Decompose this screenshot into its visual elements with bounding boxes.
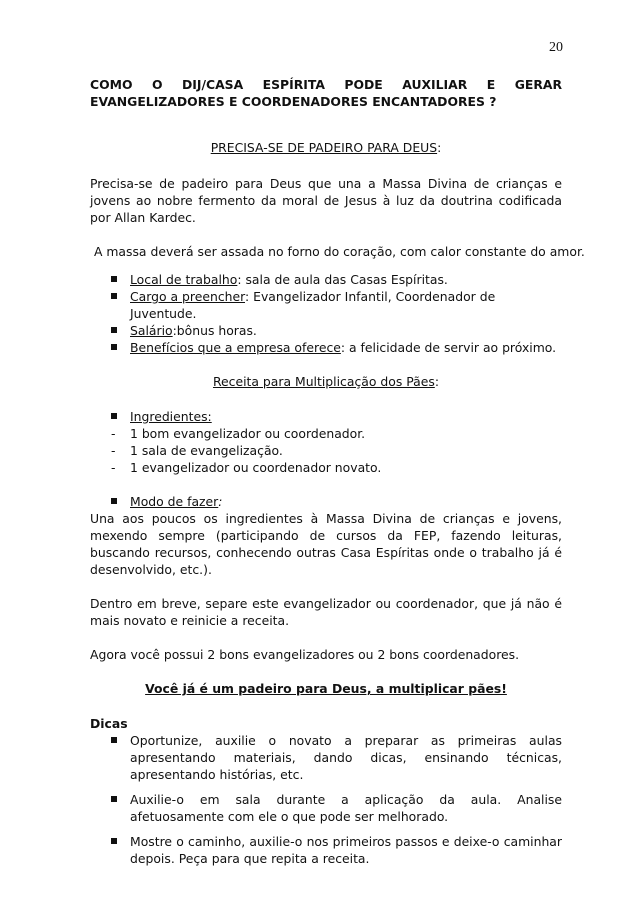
bullet-square-icon <box>111 498 117 504</box>
ad-oven: A massa deverá ser assada no forno do coração, com calor constante do amor. <box>90 244 585 259</box>
ingredients-list <box>90 425 562 476</box>
document-heading-line2: EVANGELIZADORES E COORDENADORES ENCANTADORES ? <box>90 94 497 109</box>
ad-item-text: :bônus horas. <box>172 323 257 338</box>
recipe-title-suffix: : <box>434 374 439 389</box>
ingredient-text: 1 bom evangelizador ou coordenador. <box>130 426 366 441</box>
dash-bullet-icon: - <box>111 460 116 475</box>
ad-item <box>90 288 562 322</box>
dash-bullet-icon: - <box>111 426 116 441</box>
ad-item <box>90 271 562 288</box>
ad-item-label: Cargo a preencher <box>130 289 245 304</box>
bullet-square-icon <box>111 344 117 350</box>
heading-word: DIJ/CASA <box>181 77 244 92</box>
bullet-square-icon <box>111 737 117 743</box>
heading-word: AUXILIAR <box>402 77 468 92</box>
heading-word: E <box>486 77 496 92</box>
ad-title <box>90 139 562 156</box>
recipe-title-text: Receita para Multiplicação dos Pães <box>212 374 435 389</box>
ingredient-item <box>90 425 562 442</box>
ad-item-text: : a felicidade de servir ao próximo. <box>340 340 557 355</box>
dash-bullet-icon: - <box>111 443 116 458</box>
ad-item-label: Benefícios que a empresa oferece <box>130 340 341 355</box>
ad-item <box>90 339 562 356</box>
method-heading <box>90 493 562 510</box>
ingredient-text: 1 sala de evangelização. <box>130 443 283 458</box>
ingredient-item <box>90 459 562 476</box>
bullet-square-icon <box>111 796 117 802</box>
ad-item-text: : sala de aula das Casas Espíritas. <box>237 272 448 287</box>
method-label-item <box>90 493 562 510</box>
ad-item-text: : Evangelizador Infantil, Coordenador de Juventude. <box>130 289 496 321</box>
ad-intro: Precisa-se de padeiro para Deus que una a Massa Divina de crianças e jovens ao nobre fermento da moral de Jesus à luz da doutrina codificada por Allan Kardec. <box>90 176 562 225</box>
ingredients-label-item <box>90 408 562 425</box>
separate-text: Dentro em breve, separe este evangelizador ou coordenador, que já não é mais novato e reinicie a receita. <box>90 596 562 628</box>
ad-title-suffix: : <box>437 140 442 155</box>
tip-item <box>90 732 562 783</box>
closing-line: Você já é um padeiro para Deus, a multiplicar pães! <box>145 681 507 696</box>
ingredient-text: 1 evangelizador ou coordenador novato. <box>130 460 382 475</box>
ad-item-label: Salário <box>130 323 173 338</box>
method-label-suffix: : <box>218 494 223 509</box>
tip-text: Auxilie-o em sala durante a aplicação da aula. Analise afetuosamente com ele o que pode ser melhorado. <box>130 792 562 824</box>
heading-word: PODE <box>344 77 383 92</box>
ad-item <box>90 322 562 339</box>
ad-item-label: Local de trabalho <box>130 272 238 287</box>
bullet-square-icon <box>111 413 117 419</box>
heading-word: O <box>151 77 163 92</box>
ad-items-list <box>90 271 562 356</box>
method-text: Una aos poucos os ingredientes à Massa Divina de crianças e jovens, mexendo sempre (participando de cursos da FEP, fazendo leituras, buscando recursos, conhecendo outras Casa Espíritas onde o trabalho já é desenvolvido, etc.). <box>90 511 562 577</box>
tip-text: Oportunize, auxilie o novato a preparar as primeiras aulas apresentando materiais, dando dicas, ensinando técnicas, apresentando histórias, etc. <box>130 733 562 782</box>
ingredient-item <box>90 442 562 459</box>
bullet-square-icon <box>111 327 117 333</box>
method-label: Modo de fazer <box>130 494 219 509</box>
result-text: Agora você possui 2 bons evangelizadores ou 2 bons coordenadores. <box>90 647 520 662</box>
bullet-square-icon <box>111 276 117 282</box>
heading-word: COMO <box>90 77 133 92</box>
heading-word: ESPÍRITA <box>262 77 325 92</box>
bullet-square-icon <box>111 838 117 844</box>
document-body <box>90 76 585 867</box>
tip-item <box>90 833 562 867</box>
ad-title-text: PRECISA-SE DE PADEIRO PARA DEUS <box>210 140 438 155</box>
ingredients-label: Ingredientes: <box>130 409 212 424</box>
recipe-title <box>90 373 562 390</box>
page-number: 20 <box>549 40 563 55</box>
ingredients-heading <box>90 408 562 425</box>
tips-list <box>90 732 562 867</box>
tip-text: Mostre o caminho, auxilie-o nos primeiros passos e deixe-o caminhar depois. Peça para que repita a receita. <box>130 834 562 866</box>
tip-item <box>90 791 562 825</box>
document-heading-line1 <box>90 76 562 93</box>
heading-word: GERAR <box>514 77 562 92</box>
bullet-square-icon <box>111 293 117 299</box>
tips-title: Dicas <box>90 716 128 731</box>
